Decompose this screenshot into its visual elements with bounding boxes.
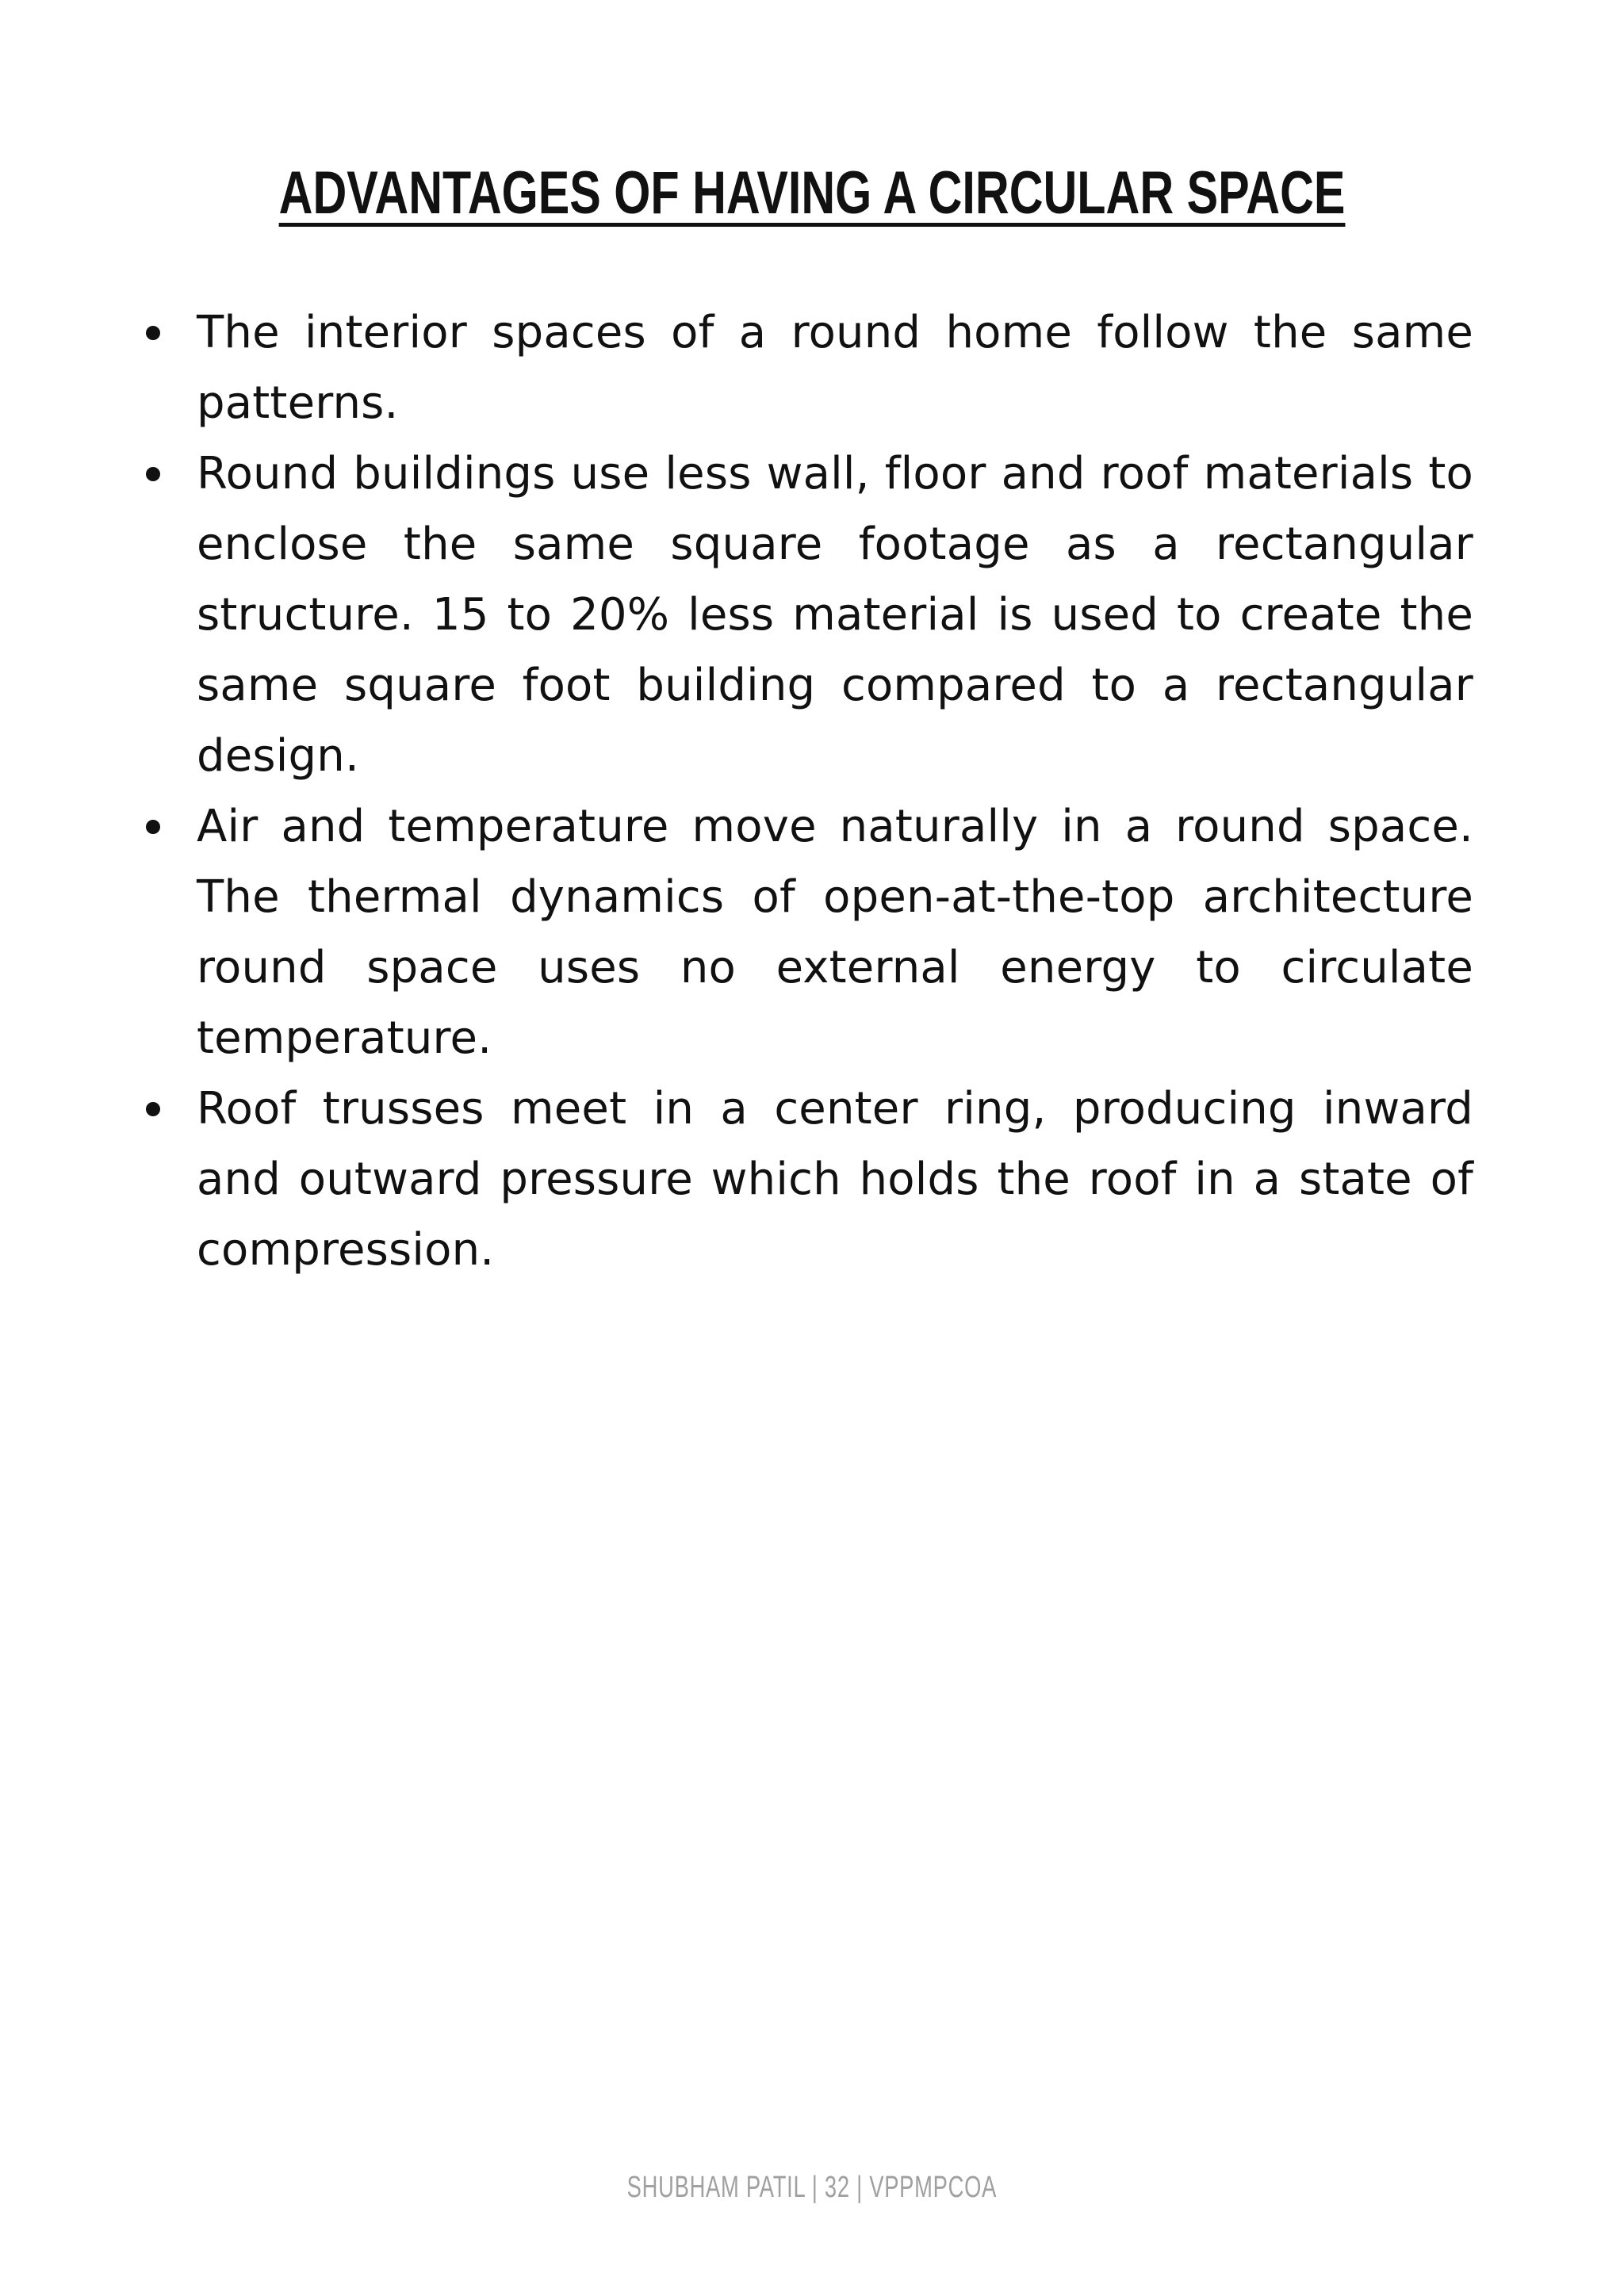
bullet-item (197, 297, 1473, 438)
page-title-text: ADVANTAGES OF HAVING A CIRCULAR SPACE (278, 159, 1346, 227)
page-footer (0, 2171, 1624, 2205)
bullet-item (197, 438, 1473, 791)
bullet-text: Air and temperature move naturally in a round space. The thermal dynamics of open-at-the-top architecture round space uses no external energy to circulate temperature. (197, 801, 1473, 1064)
bullet-text: Round buildings use less wall, floor and roof materials to enclose the same square footage as a rectangular structure. 15 to 20% less material is used to create the same square foot building compared to a rectangular design. (197, 448, 1473, 782)
bullet-text: The interior spaces of a round home follow the same patterns. (197, 307, 1473, 429)
bullet-dot-icon (146, 820, 160, 834)
bullet-item (197, 1073, 1473, 1285)
footer-text: SHUBHAM PATIL | 32 | VPPMPCOA (626, 2171, 998, 2204)
bullet-text: Roof trusses meet in a center ring, producing inward and outward pressure which holds the roof in a state of compression. (197, 1083, 1473, 1276)
bullet-item (197, 791, 1473, 1073)
bullet-dot-icon (146, 467, 160, 481)
bullet-dot-icon (146, 326, 160, 340)
bullet-list (197, 297, 1473, 1285)
bullet-dot-icon (146, 1102, 160, 1116)
page-title (0, 159, 1624, 228)
